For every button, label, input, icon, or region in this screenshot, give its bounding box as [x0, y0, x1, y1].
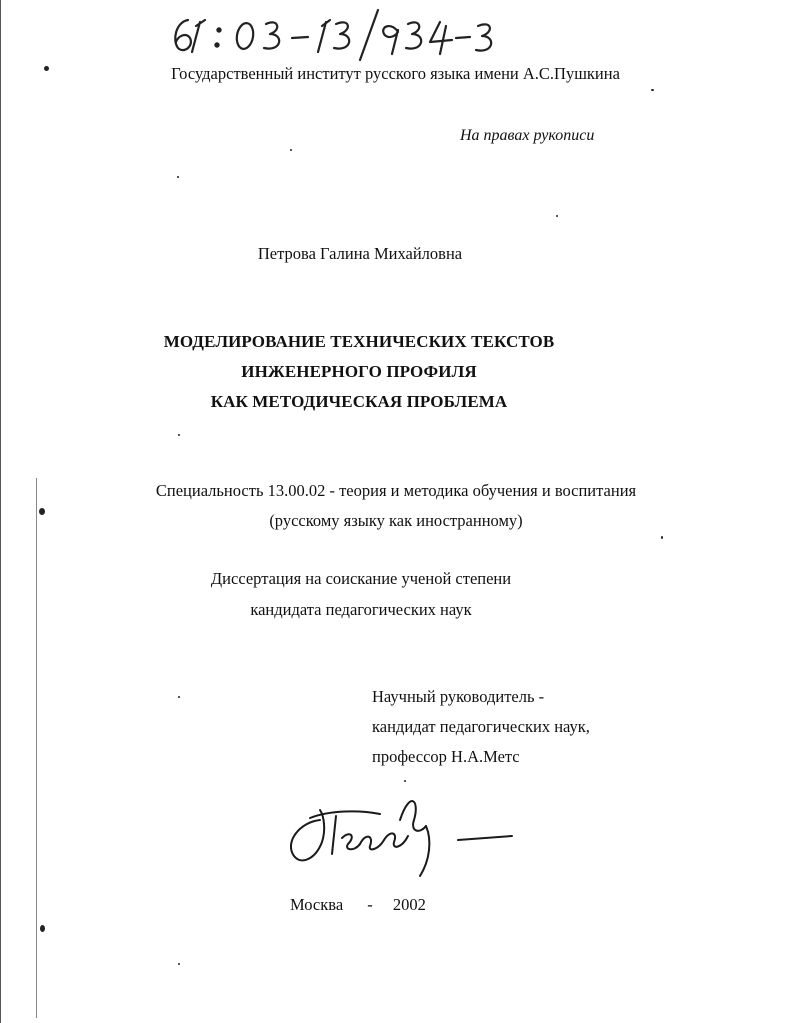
- scan-margin-line: [36, 478, 37, 1018]
- supervisor-line-2: кандидат педагогических наук,: [372, 717, 590, 736]
- specialty-line-1: Специальность 13.00.02 - теория и методика обучения и воспитания: [155, 481, 637, 500]
- scan-dot: [178, 434, 180, 436]
- degree-line-2: кандидата педагогических наук: [250, 600, 472, 619]
- scan-dot: [290, 149, 292, 151]
- institute-name: Государственный институт русского языка имени А.С.Пушкина: [171, 64, 620, 83]
- city: Москва: [290, 895, 344, 914]
- scan-dot: [651, 89, 654, 91]
- handwritten-signature: [280, 780, 520, 880]
- dissertation-title-line-2: ИНЖЕНЕРНОГО ПРОФИЛЯ: [241, 362, 477, 381]
- scan-margin-line: [0, 0, 1, 1023]
- degree-line-1: Диссертация на соискание ученой степени: [210, 569, 512, 588]
- scan-dot: [178, 963, 180, 965]
- scan-dot: [39, 508, 45, 515]
- supervisor-line-1: Научный руководитель -: [372, 687, 545, 706]
- separator: -: [367, 895, 373, 914]
- rights-note: На правах рукописи: [460, 127, 595, 144]
- author-name: Петрова Галина Михайловна: [257, 244, 463, 263]
- scan-dot: [178, 696, 180, 698]
- archive-code-handwriting: [0, 0, 791, 70]
- year: 2002: [392, 895, 426, 914]
- dissertation-title-line-1: МОДЕЛИРОВАНИЕ ТЕХНИЧЕСКИХ ТЕКСТОВ: [163, 332, 555, 351]
- city-year: [290, 895, 426, 915]
- scan-dot: [661, 536, 663, 539]
- scan-dot: [177, 176, 179, 178]
- scan-dot: [556, 215, 558, 217]
- dissertation-title-line-3: КАК МЕТОДИЧЕСКАЯ ПРОБЛЕМА: [210, 392, 508, 411]
- specialty-line-2: (русскому языку как иностранному): [269, 511, 523, 530]
- supervisor-line-3: профессор Н.А.Метс: [372, 747, 520, 766]
- scan-dot: [40, 925, 45, 932]
